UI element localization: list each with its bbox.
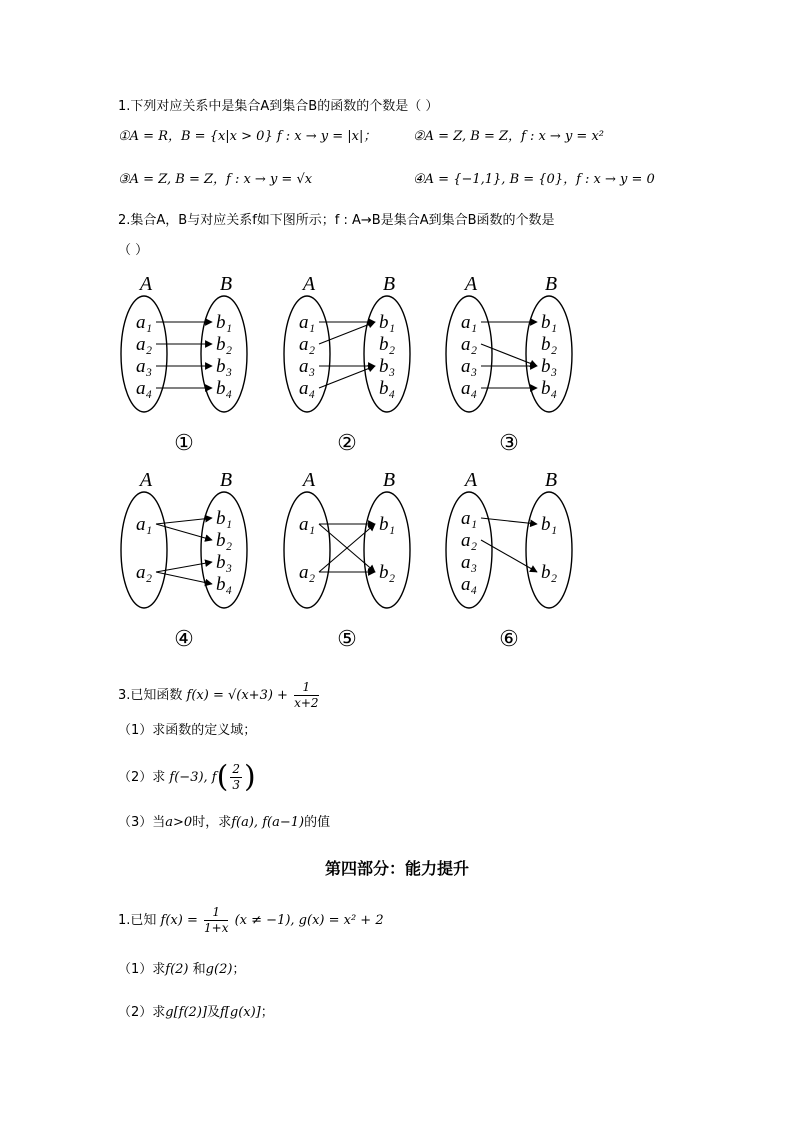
mapping-arrow (481, 540, 537, 572)
set-b-element: b₂ (215, 530, 233, 551)
set-b-element: b₄ (215, 574, 233, 595)
set-b-title: B (544, 273, 558, 295)
q3-part-2-prefix: （2）求 (118, 770, 166, 785)
mapping-arrow (156, 562, 212, 572)
set-b-element: b₁ (378, 312, 396, 333)
q3-part-3-expr: f(a), f(a−1) (231, 815, 305, 830)
q3-part-2-fraction (230, 762, 242, 793)
set-b-title: B (219, 469, 233, 491)
diagram-label: ③ (499, 430, 519, 455)
q1-option-1: ①A = R，B = {x|x > 0} f : x → y = |x|； (118, 129, 377, 144)
set-b-element: b₂ (215, 334, 233, 355)
set-a-title: A (139, 273, 153, 295)
diagram-label: ① (174, 430, 194, 455)
set-b-element: b₃ (215, 356, 233, 377)
q3-fraction (294, 680, 318, 711)
q4-part-1 (118, 960, 245, 980)
set-a-element: a₄ (460, 378, 478, 399)
set-a-ellipse (121, 492, 167, 608)
q3-stem-text: 3.已知函数 (118, 688, 183, 703)
set-b-element: b₂ (378, 562, 396, 583)
set-a-element: a₁ (135, 514, 153, 535)
set-a-element: a₁ (298, 514, 316, 535)
q4-rest: (x ≠ −1), g(x) = x² + 2 (234, 913, 384, 928)
set-a-title: A (464, 469, 478, 491)
set-b-element: b₁ (378, 514, 396, 535)
q3-part-3-prefix: （3）当 (118, 815, 166, 830)
set-a-element: a₂ (135, 334, 153, 355)
set-b-element: b₁ (540, 514, 558, 535)
q3-stem (118, 680, 321, 711)
set-a-title: A (464, 273, 478, 295)
q3-frac-den: x+2 (294, 696, 319, 710)
set-b-title: B (544, 469, 558, 491)
set-a-element: a₁ (460, 312, 478, 333)
q4-frac-num: 1 (204, 905, 228, 921)
mapping-diagrams (0, 260, 794, 660)
set-b-element: b₃ (540, 356, 558, 377)
set-a-element: a₂ (460, 530, 478, 551)
q1-option-3: ③A = Z, B = Z，f : x → y = √x (118, 172, 313, 187)
q3-part-3-mid: 时，求 (192, 815, 232, 830)
set-b-element: b₂ (540, 334, 558, 355)
q4-part-2-and: 及 (206, 1005, 220, 1020)
q3-function: f(x) = √(x+3) + (186, 688, 288, 703)
set-b-element: b₁ (540, 312, 558, 333)
section-heading: 第四部分：能力提升 (324, 859, 469, 878)
mapping-arrow (481, 344, 537, 366)
diagram-label: ④ (174, 626, 194, 651)
q4-part-1-expr2: g(2) (205, 962, 233, 977)
set-a-title: A (302, 469, 316, 491)
q3-part-2: （2）求 f(−3), f( $\frac{2}{3}$ ) (118, 759, 256, 795)
diagram-label: ⑥ (499, 626, 519, 651)
q2-stem: 2.集合A，B与对应关系f如下图所示；f : A→B是集合A到集合B函数的个数是 (118, 213, 555, 228)
set-a-element: a₁ (460, 508, 478, 529)
set-b-element: b₂ (540, 562, 558, 583)
q4-part-2-expr2: f[g(x)] (220, 1005, 261, 1020)
set-a-element: a₃ (135, 356, 153, 377)
set-b-element: b₁ (215, 508, 233, 529)
q4-part-2-prefix: （2）求 (118, 1005, 166, 1020)
set-b-title: B (382, 469, 396, 491)
set-a-ellipse (284, 492, 330, 608)
set-a-title: A (139, 469, 153, 491)
set-a-element: a₄ (460, 574, 478, 595)
q4-part-2-suffix: ； (260, 1005, 274, 1020)
set-b-element: b₂ (378, 334, 396, 355)
set-a-element: a₄ (135, 378, 153, 399)
q4-lhs: f(x) = (160, 913, 198, 928)
q4-fraction (204, 905, 228, 936)
q2-answer-paren: （ ） (118, 243, 149, 258)
set-b-element: b₃ (378, 356, 396, 377)
set-a-element: a₂ (298, 334, 316, 355)
set-b-element: b₄ (540, 378, 558, 399)
q4-part-1-suffix: ； (232, 962, 246, 977)
q4-part-2 (118, 1003, 274, 1023)
q3-part-1: （1）求函数的定义域； (118, 723, 257, 738)
q4-stem (118, 905, 384, 936)
q4-part-1-expr1: f(2) (165, 962, 189, 977)
q3-part-3-suffix: 的值 (304, 815, 331, 830)
q4-part-2-expr1: g[f(2)] (165, 1005, 207, 1020)
q3-part-3 (118, 813, 330, 833)
q4-stem-text: 1.已知 (118, 913, 157, 928)
set-a-element: a₂ (135, 562, 153, 583)
set-a-element: a₂ (460, 334, 478, 355)
q1-option-2: ②A = Z, B = Z，f : x → y = x² (413, 129, 605, 144)
set-a-element: a₁ (298, 312, 316, 333)
set-a-element: a₃ (460, 356, 478, 377)
q3-part-3-cond: a>0 (165, 815, 193, 830)
q1-option-4: ④A = {−1,1}, B = {0}，f : x → y = 0 (413, 172, 655, 187)
set-a-title: A (302, 273, 316, 295)
q4-part-1-and: 和 (192, 962, 206, 977)
set-b-element: b₄ (378, 378, 396, 399)
q3-part-2-expr: f(−3), f (169, 770, 217, 785)
q3-part-2-num: 2 (232, 762, 240, 776)
mapping-arrow (319, 366, 375, 388)
set-b-ellipse (526, 492, 572, 608)
set-b-ellipse (364, 492, 410, 608)
q4-part-1-prefix: （1）求 (118, 962, 166, 977)
set-b-element: b₃ (215, 552, 233, 573)
q1-stem: 1.下列对应关系中是集合A到集合B的函数的个数是（ ） (118, 99, 439, 114)
set-a-element: a₄ (298, 378, 316, 399)
q4-frac-den: 1+x (204, 921, 229, 935)
set-a-element: a₃ (460, 552, 478, 573)
set-a-element: a₁ (135, 312, 153, 333)
q3-part-2-den: 3 (232, 778, 240, 792)
set-b-title: B (219, 273, 233, 295)
set-b-element: b₁ (215, 312, 233, 333)
diagram-label: ⑤ (337, 626, 357, 651)
set-a-element: a₂ (298, 562, 316, 583)
q3-frac-num: 1 (294, 680, 318, 696)
set-b-title: B (382, 273, 396, 295)
set-a-element: a₃ (298, 356, 316, 377)
set-b-element: b₄ (215, 378, 233, 399)
diagram-label: ② (337, 430, 357, 455)
